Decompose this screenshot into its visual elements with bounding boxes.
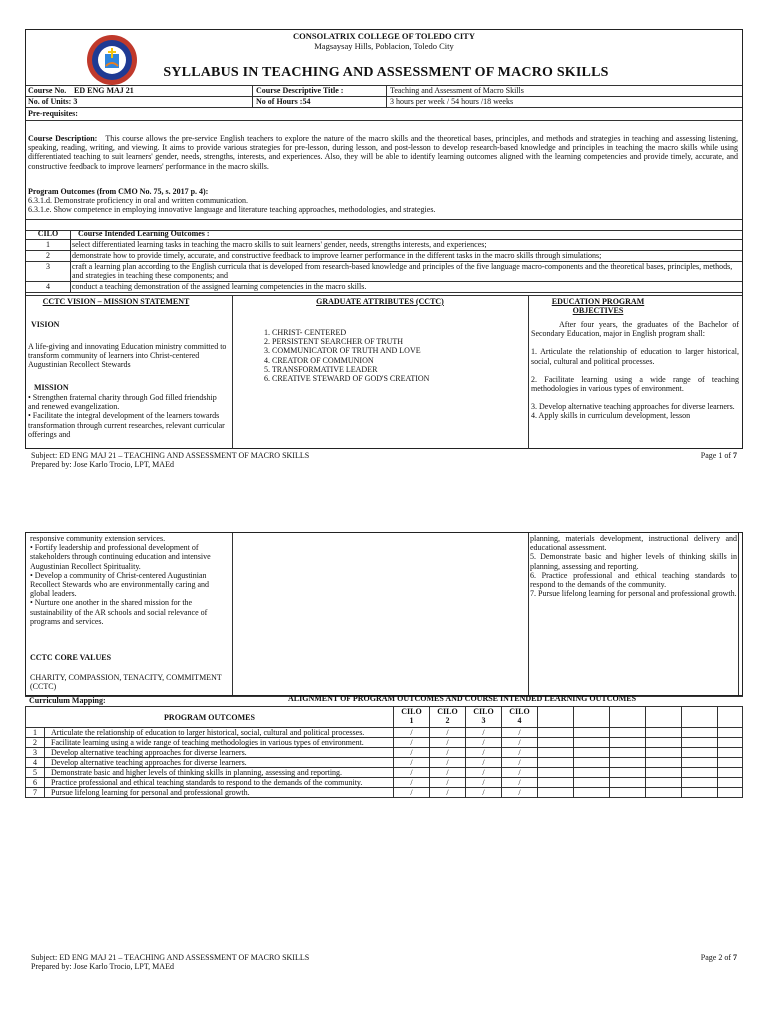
- cilo-text: craft a learning plan according to the English curricula that is developed from research-based knowledge and principles of the five language macro-components and the theoretical bases, principles, methods, and strategies in teaching these components; and: [72, 262, 733, 281]
- mapping-mark: /: [430, 778, 466, 788]
- objective-item: 1. Articulate the relationship of education to larger historical, social, cultural and political processes.: [531, 347, 739, 366]
- mapping-mark: /: [394, 778, 430, 788]
- cilo-header-4: CILO 4: [502, 707, 538, 728]
- mapping-mark: /: [466, 748, 502, 758]
- attribute-item: 5. TRANSFORMATIVE LEADER: [264, 364, 378, 374]
- mapping-title: ALIGNMENT OF PROGRAM OUTCOMES AND COURSE INTENDED LEARNING OUTCOMES: [288, 694, 637, 703]
- mapping-row: [26, 768, 743, 778]
- mapping-mark: /: [394, 768, 430, 778]
- mapping-row: [26, 738, 743, 748]
- po-number: 2: [26, 738, 45, 748]
- mapping-mark: /: [394, 748, 430, 758]
- po-text: Demonstrate basic and higher levels of thinking skills in planning, assessing and reporting.: [45, 768, 394, 778]
- mapping-mark: /: [430, 788, 466, 798]
- cilo-header-3: CILO 3: [466, 707, 502, 728]
- mapping-mark: /: [502, 748, 538, 758]
- course-no-value: ED ENG MAJ 21: [74, 86, 134, 95]
- objective-item: 7. Pursue lifelong learning for personal and professional growth.: [530, 589, 737, 599]
- mission-continued: [30, 534, 231, 626]
- cilo-number: 3: [46, 262, 50, 271]
- cilo-header-2: CILO 2: [430, 707, 466, 728]
- vision-mission-header: CCTC VISION – MISSION STATEMENT: [42, 297, 190, 306]
- mapping-row: [26, 748, 743, 758]
- po-number: 6: [26, 778, 45, 788]
- mapping-mark: /: [430, 728, 466, 738]
- po-number: 3: [26, 748, 45, 758]
- mapping-row: [26, 778, 743, 788]
- course-no-label: Course No.: [28, 86, 67, 95]
- core-values-label: CCTC CORE VALUES: [30, 653, 112, 662]
- mission-item: • Strengthen fraternal charity through God filled friendship and renewed evangelization.: [28, 393, 217, 412]
- graduate-attributes-header: GRADUATE ATTRIBUTES (CCTC): [316, 297, 444, 306]
- po-number: 5: [26, 768, 45, 778]
- mapping-mark: /: [466, 788, 502, 798]
- hours-label: No of Hours :54: [256, 97, 311, 106]
- attribute-item: 1. CHRIST- CENTERED: [264, 328, 347, 337]
- units-label: No. of Units: 3: [28, 97, 78, 106]
- objective-item: 3. Develop alternative teaching approaches for diverse learners.: [531, 402, 735, 412]
- mapping-mark: /: [502, 728, 538, 738]
- footer-prepared-by: Prepared by: Jose Karlo Trocio, LPT, MAEd: [31, 962, 174, 971]
- page-1-footer: [31, 451, 737, 469]
- core-values-text: CHARITY, COMPASSION, TENACITY, COMMITMENT (CCTC): [30, 673, 222, 692]
- course-description: [28, 134, 738, 171]
- descriptive-title-value: Teaching and Assessment of Macro Skills: [390, 86, 524, 95]
- vision-text: A life-giving and innovating Education ministry committed to transform community of learners into Christ-centered Augustinian Recollect Stewards: [28, 342, 227, 370]
- footer-prepared-by: Prepared by: Jose Karlo Trocio, LPT, MAEd: [31, 460, 174, 469]
- cilo-number: 4: [46, 282, 50, 291]
- mission-label: MISSION: [34, 383, 69, 392]
- objective-item: 5. Demonstrate basic and higher levels of thinking skills in planning, assessing and reporting.: [530, 552, 737, 571]
- cilo-number: 1: [46, 240, 50, 249]
- descriptive-title-label: Course Descriptive Title :: [256, 86, 344, 95]
- objective-item: 2. Facilitate learning using a wide range of teaching methodologies in various types of environment.: [531, 374, 739, 394]
- cilo-text: select differentiated learning tasks in teaching the macro skills to suit learners' gender, needs, strengths interests, and experiences;: [72, 240, 487, 249]
- mapping-row: [26, 788, 743, 798]
- objective-item: 4. Apply skills in curriculum development, lesson: [531, 411, 691, 421]
- hours-detail: 3 hours per week / 54 hours /18 weeks: [390, 97, 514, 106]
- attribute-item: 4. CREATOR OF COMMUNION: [264, 355, 374, 365]
- page-2-footer: [31, 953, 737, 971]
- po-text: Pursue lifelong learning for personal and professional growth.: [45, 788, 394, 798]
- footer-subject: Subject: ED ENG MAJ 21 – TEACHING AND ASSESSMENT OF MACRO SKILLS: [31, 451, 310, 460]
- po-text: Develop alternative teaching approaches for diverse learners.: [45, 748, 394, 758]
- cmo-item: 6.3.1.e. Show competence in employing innovative language and literature teaching approaches, methodologies, and strategies.: [28, 205, 436, 215]
- mission-list: [28, 393, 230, 439]
- cilo-outcomes-header: Course Intended Learning Outcomes :: [78, 229, 210, 238]
- curriculum-mapping-label: Curriculum Mapping:: [29, 696, 106, 705]
- attribute-item: 2. PERSISTENT SEARCHER OF TRUTH: [264, 337, 404, 347]
- mapping-mark: /: [466, 738, 502, 748]
- attribute-item: 3. COMMUNICATOR OF TRUTH AND LOVE: [264, 346, 421, 356]
- mapping-mark: /: [466, 768, 502, 778]
- cmo-program-outcomes: [28, 187, 738, 215]
- cilo-col-header: CILO: [37, 229, 59, 238]
- vmg-continuation: [25, 532, 743, 696]
- objectives-intro: After four years, the graduates of the Bachelor of Secondary Education, major in English program shall:: [531, 320, 739, 339]
- cmo-label: Program Outcomes (from CMO No. 75, s. 2017 p. 4):: [28, 187, 209, 196]
- po-number: 7: [26, 788, 45, 798]
- college-name: CONSOLATRIX COLLEGE OF TOLEDO CITY: [292, 31, 475, 41]
- mapping-mark: /: [394, 738, 430, 748]
- footer-subject: Subject: ED ENG MAJ 21 – TEACHING AND ASSESSMENT OF MACRO SKILLS: [31, 953, 310, 962]
- mapping-table: [25, 706, 743, 798]
- footer-page-number: Page 1 of 7: [700, 451, 737, 460]
- course-description-text: This course allows the pre-service English teachers to explore the nature of the macro skills and the theoretical bases, principles, and methods and strategies in teaching and assessing listening, speaking, reading, writing, and viewing. It aims to provide various strategies for pre-lesson, during lesson, and post-lesson to develop research-based knowledge and principles in teaching the macro skills while using differentiated teaching to suit learners' gender, needs, strengths, interests, and experiences. Also, they will be able to identify learning outcomes aligned with the learning competencies and provide timely, accurate, and constructive feedback to improve learners' performance in the macro skills.: [28, 134, 739, 171]
- po-text: Practice professional and ethical teaching standards to respond to the demands of the community.: [45, 778, 394, 788]
- mapping-row: [26, 728, 743, 738]
- course-description-label: Course Description:: [28, 134, 98, 143]
- mapping-mark: /: [394, 758, 430, 768]
- mapping-mark: /: [502, 758, 538, 768]
- po-number: 1: [26, 728, 45, 738]
- mapping-mark: /: [502, 738, 538, 748]
- mission-item: • Facilitate the integral development of the learners towards transformation through current researches, relevant curricular offerings and: [28, 411, 225, 439]
- footer-page-number: Page 2 of 7: [700, 953, 737, 962]
- mission-item: • Develop a community of Christ-centered Augustinian Recollect Stewards who are environmentally caring and global leaders.: [30, 570, 210, 599]
- mapping-mark: /: [502, 788, 538, 798]
- mapping-mark: /: [502, 768, 538, 778]
- objective-item: 6. Practice professional and ethical teaching standards to respond to the demands of the community.: [530, 570, 737, 590]
- syllabus-page-1: [25, 29, 743, 449]
- vision-label: VISION: [31, 320, 60, 329]
- prerequisites-label: Pre-requisites:: [28, 109, 78, 118]
- mapping-mark: /: [502, 778, 538, 788]
- mission-item: • Nurture one another in the shared mission for the sustainability of the AR schools and social relevance of programs and services.: [30, 598, 208, 626]
- mapping-mark: /: [466, 728, 502, 738]
- mission-item: • Fortify leadership and professional development of stakeholders through continuing education and intensive Augustinian Recollect Spirituality.: [30, 543, 211, 571]
- program-objectives-header: EDUCATION PROGRAM OBJECTIVES: [551, 297, 645, 316]
- cmo-item: 6.3.1.d. Demonstrate proficiency in oral and written communication.: [28, 196, 248, 206]
- mapping-mark: /: [394, 728, 430, 738]
- po-text: Articulate the relationship of education to larger historical, social, cultural and political processes.: [45, 728, 394, 738]
- mapping-mark: /: [430, 768, 466, 778]
- mapping-mark: /: [466, 758, 502, 768]
- syllabus-header: [26, 30, 742, 84]
- graduate-attributes-list: [264, 328, 524, 383]
- syllabus-title: SYLLABUS IN TEACHING AND ASSESSMENT OF MACRO SKILLS: [163, 65, 609, 80]
- program-objectives-list: [531, 320, 739, 421]
- cilo-text: conduct a teaching demonstration of the assigned learning competencies in the macro skills.: [72, 282, 367, 291]
- mapping-row: [26, 758, 743, 768]
- objective-item-cont: planning, materials development, instructional delivery and educational assessment.: [530, 534, 737, 553]
- mapping-mark: /: [430, 748, 466, 758]
- mapping-mark: /: [430, 758, 466, 768]
- mission-item-cont: responsive community extension services.: [30, 534, 166, 543]
- mapping-mark: /: [394, 788, 430, 798]
- po-text: Facilitate learning using a wide range of teaching methodologies in various types of environment.: [45, 738, 394, 748]
- cilo-header-1: CILO 1: [394, 707, 430, 728]
- mapping-mark: /: [430, 738, 466, 748]
- po-text: Develop alternative teaching approaches for diverse learners.: [45, 758, 394, 768]
- college-address: Magsaysay Hills, Poblacion, Toledo City: [314, 41, 454, 51]
- po-number: 4: [26, 758, 45, 768]
- cilo-number: 2: [46, 251, 50, 260]
- cilo-text: demonstrate how to provide timely, accurate, and constructive feedback to improve learner performance in the different tasks in the macro skills through simulations;: [72, 251, 602, 260]
- objectives-continued: [530, 534, 737, 598]
- po-header: PROGRAM OUTCOMES: [26, 707, 394, 728]
- mapping-mark: /: [466, 778, 502, 788]
- attribute-item: 6. CREATIVE STEWARD OF GOD'S CREATION: [264, 374, 430, 384]
